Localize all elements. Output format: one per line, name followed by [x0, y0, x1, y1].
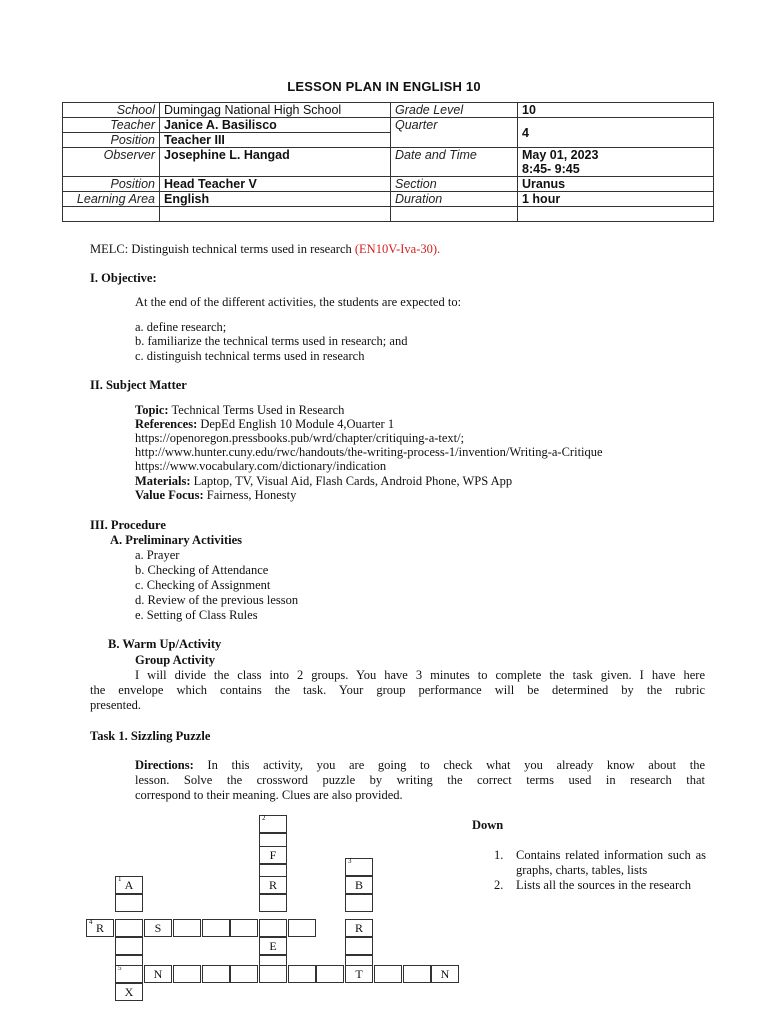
table-row	[63, 103, 714, 118]
teacher-label: Teacher	[63, 118, 160, 133]
objective-heading: I. Objective:	[90, 271, 157, 285]
crossword-cell[interactable]	[259, 965, 287, 983]
time-value: 8:45- 9:45	[522, 162, 580, 176]
procedure-heading: III. Procedure	[90, 518, 166, 532]
quarter-value: 4	[518, 118, 714, 148]
quarter-label: Quarter	[391, 118, 518, 148]
clue-text: Lists all the sources in the research	[516, 878, 691, 892]
crossword-cell[interactable]: 5	[115, 965, 143, 983]
crossword-cell[interactable]	[316, 965, 344, 983]
directions-line: correspond to their meaning. Clues are also provided.	[135, 788, 403, 802]
reference-link[interactable]: https://www.vocabulary.com/dictionary/indication	[135, 459, 387, 473]
lesson-header-table	[62, 102, 714, 222]
crossword-cell[interactable]: R	[345, 919, 373, 937]
group-line: the envelope which contains the task. Your group performance will be determined by the rubric	[90, 683, 705, 697]
value-focus-value: Fairness, Honesty	[203, 488, 297, 502]
position-value: Head Teacher V	[160, 177, 391, 192]
crossword-cell[interactable]: S	[144, 919, 172, 937]
table-row	[63, 118, 714, 133]
date-value: May 01, 2023	[522, 148, 599, 162]
crossword-cell[interactable]	[288, 965, 316, 983]
crossword-cell[interactable]: N	[431, 965, 459, 983]
crossword-cell[interactable]	[115, 894, 143, 912]
reference-link[interactable]: https://openoregon.pressbooks.pub/wrd/chapter/critiquing-a-text/;	[135, 431, 465, 445]
clues-heading: Down	[472, 818, 504, 832]
materials-line	[135, 474, 512, 489]
table-row	[63, 192, 714, 207]
crossword-cell[interactable]	[173, 919, 201, 937]
clue-item	[472, 878, 706, 893]
directions-line: lesson. Solve the crossword puzzle by writing the correct terms used in research that	[135, 773, 705, 787]
position-label: Position	[63, 177, 160, 192]
subject-matter-heading: II. Subject Matter	[90, 378, 187, 392]
preliminary-item: b. Checking of Attendance	[135, 563, 269, 577]
materials-label: Materials:	[135, 474, 191, 488]
value-focus-label: Value Focus:	[135, 488, 204, 502]
page-title: LESSON PLAN IN ENGLISH 10	[287, 79, 481, 94]
crossword-cell[interactable]	[115, 919, 143, 937]
grade-level-label: Grade Level	[391, 103, 518, 118]
clue-text: Contains related information such as graphs, charts, tables, lists	[516, 848, 706, 877]
clue-number: 1.	[494, 848, 504, 862]
table-row	[63, 207, 714, 222]
directions-label: Directions:	[135, 758, 194, 772]
duration-label: Duration	[391, 192, 518, 207]
task-heading: Task 1. Sizzling Puzzle	[90, 729, 211, 743]
crossword-cell[interactable]: 2	[259, 815, 287, 833]
references-label: References:	[135, 417, 198, 431]
learning-area-label: Learning Area	[63, 192, 160, 207]
table-row	[63, 177, 714, 192]
crossword-cell[interactable]: B	[345, 876, 373, 894]
duration-value: 1 hour	[518, 192, 714, 207]
crossword-cell[interactable]	[259, 919, 287, 937]
crossword-cell[interactable]: 1 A	[115, 876, 143, 894]
observer-label: Observer	[63, 148, 160, 177]
crossword-cell[interactable]	[374, 965, 402, 983]
section-label: Section	[391, 177, 518, 192]
school-label: School	[63, 103, 160, 118]
crossword-cell[interactable]: 4 R	[86, 919, 114, 937]
topic-line	[135, 403, 344, 418]
position-label: Position	[63, 133, 160, 148]
crossword-cell[interactable]: T	[345, 965, 373, 983]
directions-line: Directions: In this activity, you are going to check what you already know about the	[135, 758, 705, 772]
crossword-clues	[472, 818, 706, 893]
directions-text	[135, 758, 705, 803]
teacher-value: Janice A. Basilisco	[160, 118, 391, 133]
objective-item: a. define research;	[135, 320, 227, 334]
melc-code: (EN10V-Iva-30).	[354, 242, 441, 256]
learning-area-value: English	[160, 192, 391, 207]
crossword-cell[interactable]: X	[115, 983, 143, 1001]
references-value: DepEd English 10 Module 4,Ouarter 1	[197, 417, 395, 431]
crossword-cell[interactable]	[345, 937, 373, 955]
date-time-value	[518, 148, 714, 177]
clue-number: 2.	[494, 878, 504, 892]
crossword-cell[interactable]	[230, 965, 258, 983]
objective-intro: At the end of the different activities, the students are expected to:	[135, 295, 462, 309]
crossword-cell[interactable]	[202, 919, 230, 937]
crossword-cell[interactable]: 3	[345, 858, 373, 876]
group-activity-text	[90, 668, 705, 713]
topic-value: Technical Terms Used in Research	[168, 403, 345, 417]
crossword-cell[interactable]	[202, 965, 230, 983]
group-line: I will divide the class into 2 groups. You have 3 minutes to complete the task given. I have here	[135, 668, 705, 682]
clue-item	[472, 848, 706, 878]
crossword-cell[interactable]	[173, 965, 201, 983]
crossword-cell[interactable]: N	[144, 965, 172, 983]
crossword-cell[interactable]	[230, 919, 258, 937]
preliminary-heading: A. Preliminary Activities	[110, 533, 243, 547]
objective-item: c. distinguish technical terms used in research	[135, 349, 365, 363]
crossword-cell[interactable]: F	[259, 846, 287, 864]
crossword-cell[interactable]	[115, 937, 143, 955]
reference-link[interactable]: http://www.hunter.cuny.edu/rwc/handouts/the-writing-process-1/invention/Writing-a-Critique	[135, 445, 603, 459]
school-value: Dumingag National High School	[160, 103, 391, 118]
table-row	[63, 148, 714, 177]
preliminary-item: d. Review of the previous lesson	[135, 593, 299, 607]
topic-label: Topic:	[135, 403, 169, 417]
crossword-cell[interactable]	[403, 965, 431, 983]
date-time-label: Date and Time	[391, 148, 518, 177]
crossword-cell[interactable]	[288, 919, 316, 937]
melc-text: MELC: Distinguish technical terms used in research	[90, 242, 355, 256]
group-activity-heading: Group Activity	[135, 653, 215, 667]
crossword-cell[interactable]: R	[259, 876, 287, 894]
melc-line	[90, 242, 440, 257]
grade-level-value: 10	[518, 103, 714, 118]
materials-value: Laptop, TV, Visual Aid, Flash Cards, Android Phone, WPS App	[190, 474, 513, 488]
crossword-cell[interactable]	[345, 894, 373, 912]
crossword-cell[interactable]: E	[259, 937, 287, 955]
objective-item: b. familiarize the technical terms used in research; and	[135, 334, 408, 348]
preliminary-item: a. Prayer	[135, 548, 180, 562]
group-line: presented.	[90, 698, 142, 712]
preliminary-item: e. Setting of Class Rules	[135, 608, 258, 622]
crossword-cell[interactable]	[259, 894, 287, 912]
value-focus-line	[135, 488, 296, 503]
preliminary-item: c. Checking of Assignment	[135, 578, 271, 592]
section-value: Uranus	[518, 177, 714, 192]
position-value: Teacher III	[160, 133, 391, 148]
warm-up-heading: B. Warm Up/Activity	[108, 637, 222, 651]
references-line	[135, 417, 394, 432]
observer-value: Josephine L. Hangad	[160, 148, 391, 177]
